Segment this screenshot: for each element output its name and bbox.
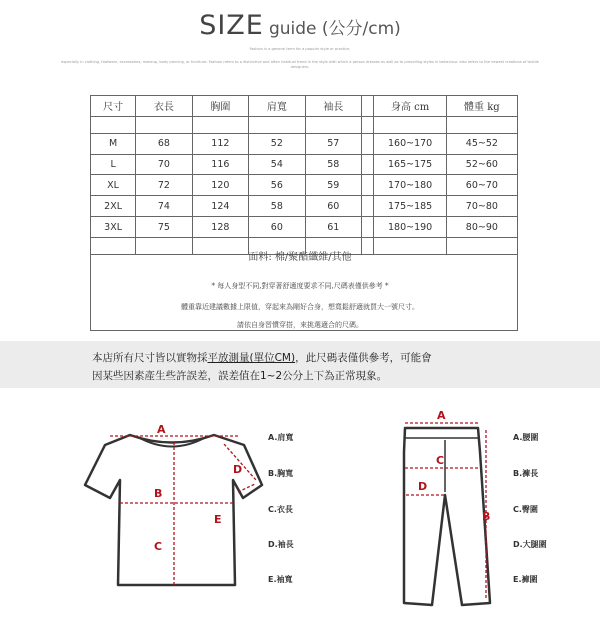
table-cell <box>91 116 136 133</box>
table-cell <box>374 116 446 133</box>
size-guide-title <box>0 10 600 41</box>
table-cell: 124 <box>192 196 248 217</box>
table-cell: M <box>91 133 136 154</box>
pants-marker-a: A <box>437 409 446 422</box>
table-cell: 胸圍 <box>192 96 248 117</box>
table-cell: 57 <box>305 133 361 154</box>
fabric-note: 面料: 棉/聚酯纖維/其他 <box>248 252 352 263</box>
table-cell: 56 <box>249 175 305 196</box>
note-line3: 請依自身習慣穿搭，來挑選適合的尺碼。 <box>237 321 363 329</box>
table-cell: 116 <box>192 154 248 175</box>
table-cell: 72 <box>136 175 192 196</box>
shirt-marker-b: B <box>154 487 163 500</box>
measurement-disclaimer <box>0 341 600 388</box>
title-guide: guide (公分/cm) <box>268 19 401 39</box>
table-cell: 衣長 <box>136 96 192 117</box>
fine-print-line2: especially in clothing, footwear, accessories, makeup, body piercing, or furniture. Fashion refers to a distinctive and often habitual trend in the style with which a person dresses as well as to prevailing styles in behaviour. also refers to the newest creations of textile designers. <box>61 60 539 69</box>
table-cell <box>192 116 248 133</box>
table-cell <box>305 116 361 133</box>
table-cell <box>362 196 374 217</box>
table-cell <box>362 116 374 133</box>
table-cell <box>362 154 374 175</box>
table-cell: 2XL <box>91 196 136 217</box>
shirt-marker-c: C <box>154 540 163 553</box>
table-cell: 175~185 <box>374 196 446 217</box>
table-row <box>91 133 518 154</box>
table-cell: L <box>91 154 136 175</box>
pants-legend-a: A.腰圍 <box>513 433 539 442</box>
disclaimer-underlined: 平放測量(單位CM) <box>207 352 296 364</box>
table-spacer-row <box>91 116 518 133</box>
note-line1: * 每人身型不同,對穿著舒適度要求不同,尺碼表僅供參考 * <box>211 282 389 290</box>
table-cell: 112 <box>192 133 248 154</box>
table-cell: 3XL <box>91 217 136 238</box>
table-cell: 60~70 <box>446 175 517 196</box>
measurement-diagram <box>0 400 600 618</box>
pants-legend-b: B.褲長 <box>513 469 539 478</box>
shirt-legend-c: C.衣長 <box>268 505 293 514</box>
table-cell: 60 <box>305 196 361 217</box>
pants-marker-b: B <box>482 510 491 523</box>
disclaimer-line2: 因某些因素產生些許誤差，誤差值在1~2公分上下為正常現象。 <box>92 370 388 382</box>
table-cell <box>362 133 374 154</box>
disclaimer-line1-post: ，此尺碼表僅供參考，可能會 <box>295 352 432 364</box>
shirt-legend-a: A.肩寬 <box>268 433 294 442</box>
table-cell: 75 <box>136 217 192 238</box>
size-table <box>90 95 518 255</box>
table-cell: 58 <box>249 196 305 217</box>
fine-print-line1: Fashion is a general term for a popular style or practice, <box>249 47 351 51</box>
table-cell: 60 <box>249 217 305 238</box>
table-row <box>91 217 518 238</box>
pants-marker-d: D <box>418 480 428 493</box>
shirt-legend-e: E.袖寬 <box>268 575 293 584</box>
note-line2: 體重靠近建議數據上限值，穿起來為剛好合身，想寬鬆舒適就買大一號尺寸。 <box>181 303 419 311</box>
table-cell: 120 <box>192 175 248 196</box>
table-cell: 74 <box>136 196 192 217</box>
table-cell <box>249 116 305 133</box>
shirt-marker-d: D <box>233 463 243 476</box>
table-cell: 尺寸 <box>91 96 136 117</box>
table-cell: XL <box>91 175 136 196</box>
pants-legend-d: D.大腿圍 <box>513 540 547 549</box>
shirt-legend-d: D.袖長 <box>268 540 294 549</box>
pants-diagram <box>404 428 490 605</box>
table-header-row <box>91 96 518 117</box>
table-cell: 165~175 <box>374 154 446 175</box>
table-cell: 68 <box>136 133 192 154</box>
table-row <box>91 154 518 175</box>
table-cell: 54 <box>249 154 305 175</box>
table-cell: 59 <box>305 175 361 196</box>
shirt-legend-b: B.胸寬 <box>268 469 294 478</box>
table-cell <box>362 217 374 238</box>
disclaimer-line1-pre: 本店所有尺寸皆以實物採 <box>92 352 208 364</box>
pants-legend-c: C.臀圍 <box>513 505 538 514</box>
table-cell: 52 <box>249 133 305 154</box>
table-cell: 70 <box>136 154 192 175</box>
table-cell: 身高 cm <box>374 96 446 117</box>
table-cell: 體重 kg <box>446 96 517 117</box>
pants-legend-e: E.褲圍 <box>513 575 538 584</box>
table-cell: 袖長 <box>305 96 361 117</box>
disclaimer-line1 <box>92 350 432 365</box>
table-cell: 61 <box>305 217 361 238</box>
title-size: SIZE <box>199 10 264 41</box>
table-cell: 52~60 <box>446 154 517 175</box>
table-cell: 58 <box>305 154 361 175</box>
table-cell: 70~80 <box>446 196 517 217</box>
table-row <box>91 196 518 217</box>
table-cell <box>136 116 192 133</box>
table-cell: 128 <box>192 217 248 238</box>
table-row <box>91 175 518 196</box>
table-cell: 80~90 <box>446 217 517 238</box>
shirt-marker-a: A <box>157 423 166 436</box>
table-cell: 160~170 <box>374 133 446 154</box>
table-cell <box>446 116 517 133</box>
table-cell: 45~52 <box>446 133 517 154</box>
table-cell: 170~180 <box>374 175 446 196</box>
table-cell <box>362 96 374 117</box>
table-cell: 肩寬 <box>249 96 305 117</box>
table-cell <box>362 175 374 196</box>
shirt-marker-e: E <box>214 513 222 526</box>
table-cell: 180~190 <box>374 217 446 238</box>
pants-marker-c: C <box>436 454 445 467</box>
